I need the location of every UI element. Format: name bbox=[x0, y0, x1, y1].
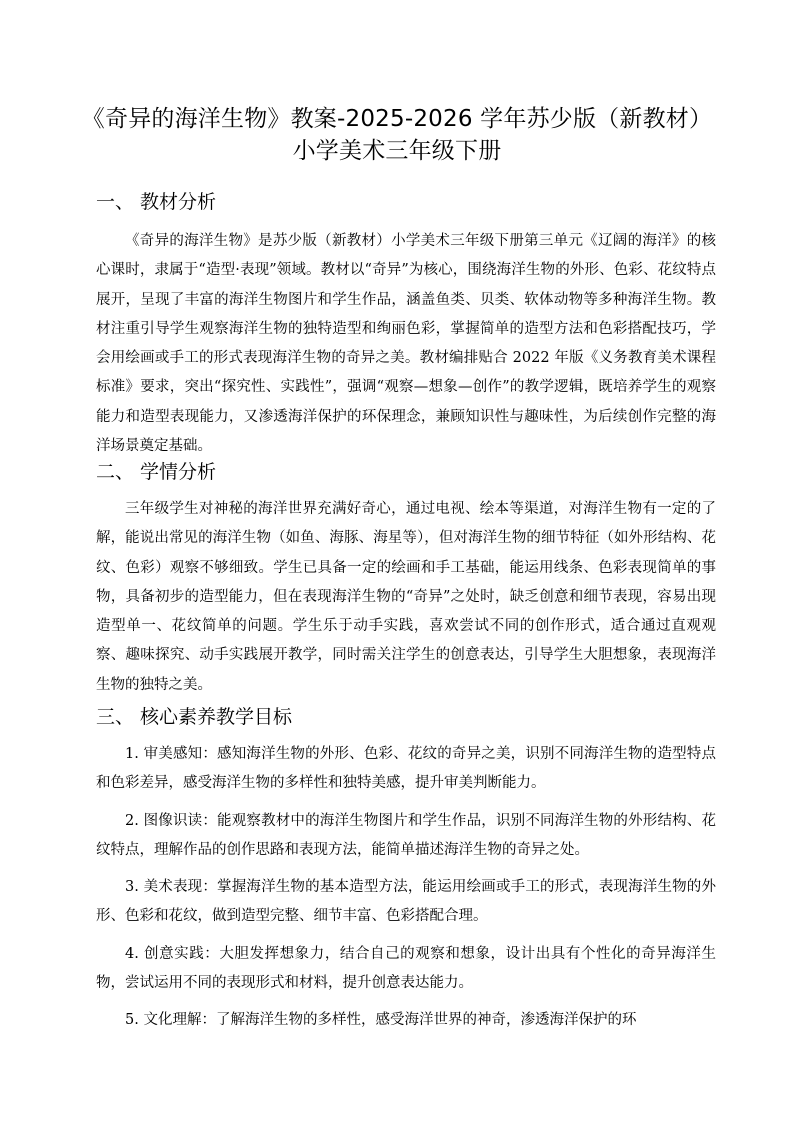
section-heading-student-analysis: 二、 学情分析 bbox=[96, 461, 217, 483]
objective-cultural-understanding: 5. 文化理解：了解海洋生物的多样性，感受海洋世界的神奇，渗透海洋保护的环 bbox=[125, 1012, 637, 1029]
objective-creative-practice: 4. 创意实践：大胆发挥想象力，结合自己的观察和想象，设计出具有个性化的奇异海洋生物，尝试运用不同的表现形式和材料，提升创意表达能力。 bbox=[96, 945, 716, 992]
objectives-list bbox=[96, 740, 716, 1044]
section-heading-teaching-objectives: 三、 核心素养教学目标 bbox=[96, 706, 293, 728]
objective-image-reading: 2. 图像识读：能观察教材中的海洋生物图片和学生作品，识别不同海洋生物的外形结构、花纹特点，理解作品的创作思路和表现方法，能简单描述海洋生物的奇异之处。 bbox=[96, 812, 716, 858]
document-title-line-2: 小学美术三年级下册 bbox=[292, 138, 502, 164]
document-title-line-1: 《奇异的海洋生物》教案-2025-2026 学年苏少版（新教材） bbox=[81, 106, 713, 132]
section-paragraph-textbook-analysis: 《奇异的海洋生物》是苏少版（新教材）小学美术三年级下册第三单元《辽阔的海洋》的核心课时，隶属于“造型·表现”领域。教材以“奇异”为核心，围绕海洋生物的外形、色彩、花纹特点展开，呈现了丰富的海洋生物图片和学生作品，涵盖鱼类、贝类、软体动物等多种海洋生物。教材注重引导学生观察海洋生物的独特造型和绚丽色彩，掌握简单的造型方法和色彩搭配技巧，学会用绘画或手工的形式表现海洋生物的奇异之美。教材编排贴合 2022 年版《义务教育美术课程标准》要求，突出“探究性、实践性”，强调“观察—想象—创作”的教学逻辑，既培养学生的观察能力和造型表现能力，又渗透海洋保护的环保理念，兼顾知识性与趣味性，为后续创作完整的海洋场景奠定基础。 bbox=[96, 233, 716, 455]
section-paragraph-student-analysis: 三年级学生对神秘的海洋世界充满好奇心，通过电视、绘本等渠道，对海洋生物有一定的了解，能说出常见的海洋生物（如鱼、海豚、海星等），但对海洋生物的细节特征（如外形结构、花纹、色彩）观察不够细致。学生已具备一定的绘画和手工基础，能运用线条、色彩表现简单的事物，具备初步的造型能力，但在表现海洋生物的“奇异”之处时，缺乏创意和细节表现，容易出现造型单一、花纹简单的问题。学生乐于动手实践，喜欢尝试不同的创作形式，适合通过直观观察、趣味探究、动手实践展开教学，同时需关注学生的创意表达，引导学生大胆想象，表现海洋生物的独特之美。 bbox=[96, 501, 716, 693]
objective-aesthetic-perception: 1. 审美感知：感知海洋生物的外形、色彩、花纹的奇异之美，识别不同海洋生物的造型特点和色彩差异，感受海洋生物的多样性和独特美感，提升审美判断能力。 bbox=[96, 746, 716, 792]
objective-art-expression: 3. 美术表现：掌握海洋生物的基本造型方法，能运用绘画或手工的形式，表现海洋生物的外形、色彩和花纹，做到造型完整、细节丰富、色彩搭配合理。 bbox=[96, 879, 716, 925]
section-heading-textbook-analysis: 一、 教材分析 bbox=[96, 191, 217, 213]
